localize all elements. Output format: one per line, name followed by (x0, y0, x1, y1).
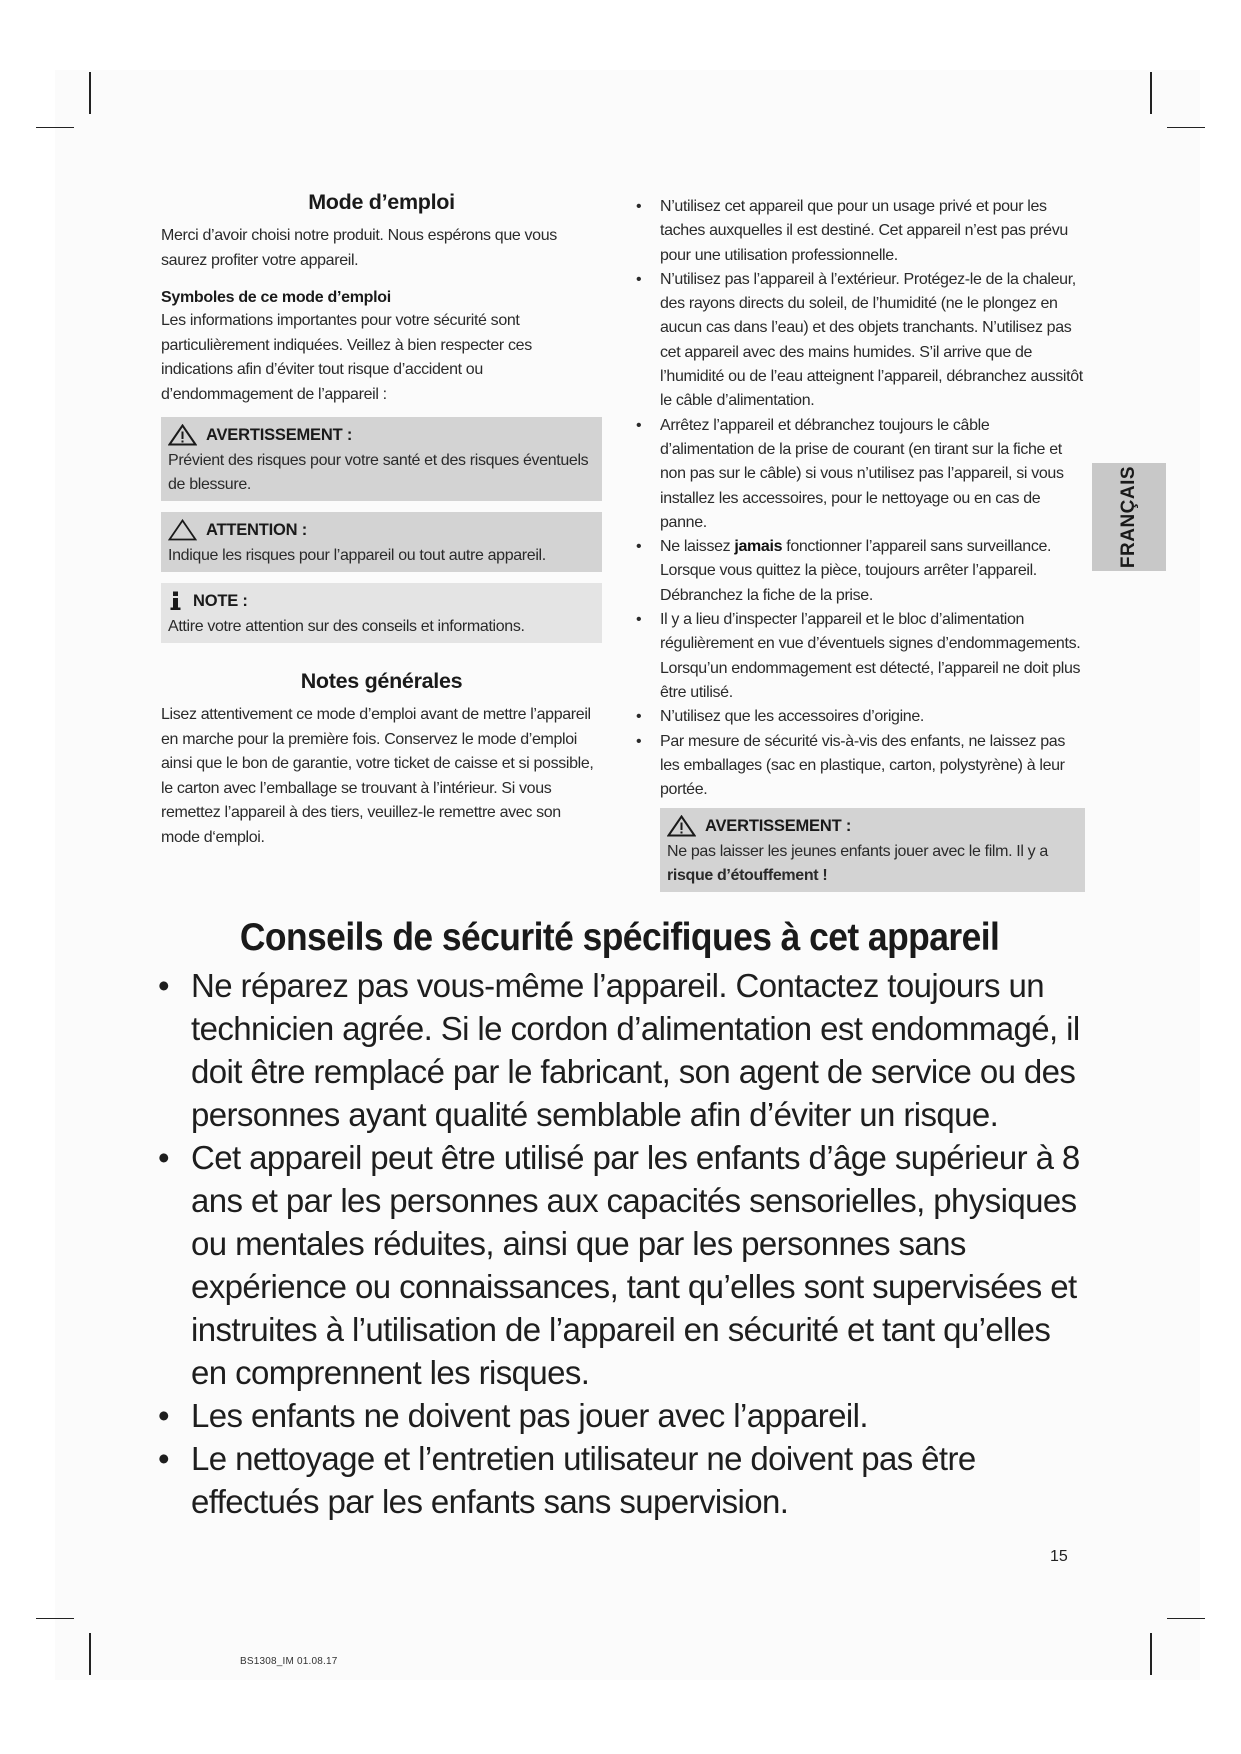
crop-mark (89, 1633, 91, 1675)
caution-triangle-icon (168, 519, 197, 541)
general-text: Lisez attentivement ce mode d’emploi avant de mettre l’appareil en marche pour la première fois. Conservez le mode d’emploi ainsi que le bon de garantie, votre ticket de caisse et si possible, le carton avec l’emballage se trouvant à l’intérieur. Si vous remettez l’appareil à des tiers, veuillez-le remettre avec son mode d‘emploi. (161, 706, 594, 846)
list-item: • Le nettoyage et l’entretien utilisateur ne doivent pas être effectués par les enfants sans supervision. (158, 1440, 976, 1520)
specific-safety-section (150, 916, 1080, 1523)
safety-title: Conseils de sécurité spécifiques à cet appareil (239, 916, 1000, 959)
attention-text: Indique les risques pour l’appareil ou tout autre appareil. (168, 547, 546, 564)
symbols-heading: Symboles de ce mode d’emploi (161, 289, 391, 306)
note-label: NOTE : (193, 591, 248, 610)
warning-label: AVERTISSEMENT : (206, 425, 353, 444)
note-text: Attire votre attention sur des conseils et informations. (168, 618, 525, 635)
info-icon (168, 590, 184, 612)
list-item: • Il y a lieu d’inspecter l’appareil et le bloc d’alimentation régulièrement en vue d’éventuels signes d’endommagements. Lorsqu’un endommagement est détecté, l’appareil ne doit plus être utilisé. (636, 611, 1081, 701)
list-item: • Arrêtez l’appareil et débranchez toujours le câble d’alimentation de la prise de courant (en tirant sur la fiche et non pas sur le câble) si vous n’utilisez pas l’appareil, si vous installez les accessoires, pour le nettoyage ou en cas de panne. (636, 416, 1064, 531)
warning-box-head (667, 812, 1079, 840)
attention-label: ATTENTION : (206, 520, 308, 539)
crop-mark (36, 1618, 74, 1619)
crop-mark (1150, 1633, 1152, 1675)
footer-code: BS1308_IM 01.08.17 (240, 1656, 338, 1667)
crop-mark (1167, 1618, 1205, 1619)
symbols-text: Les informations importantes pour votre sécurité sont particulièrement indiquées. Veillez à bien respecter ces indications afin d’éviter tout risque d’accident ou d’endommagement de l’appareil : (161, 312, 532, 403)
list-item: • N’utilisez que les accessoires d’origine. (636, 708, 925, 726)
attention-box-head (168, 516, 596, 544)
warning-triangle-icon (667, 815, 696, 837)
note-box (161, 583, 602, 643)
warning-text: Ne pas laisser les jeunes enfants jouer avec le film. Il y a risque d’étouffement ! (667, 843, 1048, 885)
page-number: 15 (1050, 1548, 1068, 1565)
note-box-head (168, 587, 596, 615)
list-item: • Ne réparez pas vous-même l’appareil. Contactez toujours un technicien agrée. Si le cordon d’alimentation est endommagé, il doit être remplacé par le fabricant, son agent de service ou des personnes ayant qualité semblable afin d’éviter un risque. (158, 967, 1080, 1133)
attention-box (161, 512, 602, 572)
crop-mark (1167, 127, 1205, 128)
warning-box (161, 417, 602, 501)
list-item: • N’utilisez pas l’appareil à l’extérieur. Protégez-le de la chaleur, des rayons directs du soleil, de l’humidité (ne le plongez en aucun cas dans l’eau) et des objets tranchants. N’utilisez pas cet appareil avec des mains humides. S’il arrive que de l’humidité ou de l’eau atteignent l’appareil, débranchez aussitôt le câble d’alimentation. (636, 270, 1083, 410)
warning-label: AVERTISSEMENT : (705, 816, 852, 835)
language-tab (1092, 463, 1166, 571)
language-label: FRANÇAIS (1118, 465, 1139, 569)
notes-generales-title: Notes générales (300, 669, 463, 693)
mode-emploi-title: Mode d’emploi (308, 190, 455, 214)
list-item: • Cet appareil peut être utilisé par les enfants d’âge supérieur à 8 ans et par les personnes aux capacités sensorielles, physiques ou mentales réduites, ainsi que par les personnes sans expérience ou connaissances, tant qu’elles sont supervisées et instruites à l’utilisation de l’appareil en sécurité et tant qu’elles en comprennent les risques. (158, 1139, 1080, 1391)
warning-text: Prévient des risques pour votre santé et des risques éventuels de blessure. (168, 452, 589, 493)
list-item: • Par mesure de sécurité vis-à-vis des enfants, ne laissez pas les emballages (sac en plastique, carton, polystyrène) à leur portée. (636, 732, 1065, 799)
intro-text: Merci d’avoir choisi notre produit. Nous espérons que vous saurez profiter votre appareil. (161, 227, 557, 269)
safety-list-small (633, 195, 1085, 802)
list-item: • Ne laissez jamais fonctionner l’appareil sans surveillance. Lorsque vous quittez la pièce, toujours arrêter l’appareil. Débranchez la fiche de la prise. (636, 538, 1052, 604)
warning-triangle-icon (168, 424, 197, 446)
list-item: • Les enfants ne doivent pas jouer avec l’appareil. (158, 1397, 868, 1434)
safety-list-large (150, 964, 1080, 1523)
crop-mark (89, 72, 91, 114)
left-column (161, 190, 602, 850)
list-item: • N’utilisez cet appareil que pour un usage privé et pour les taches auxquelles il est destiné. Cet appareil n’est pas prévu pour une utilisation professionnelle. (636, 198, 1068, 264)
warning-box-head (168, 421, 596, 449)
crop-mark (36, 127, 74, 128)
crop-mark (1150, 72, 1152, 114)
right-column (633, 195, 1085, 892)
warning-box-children (660, 808, 1085, 892)
